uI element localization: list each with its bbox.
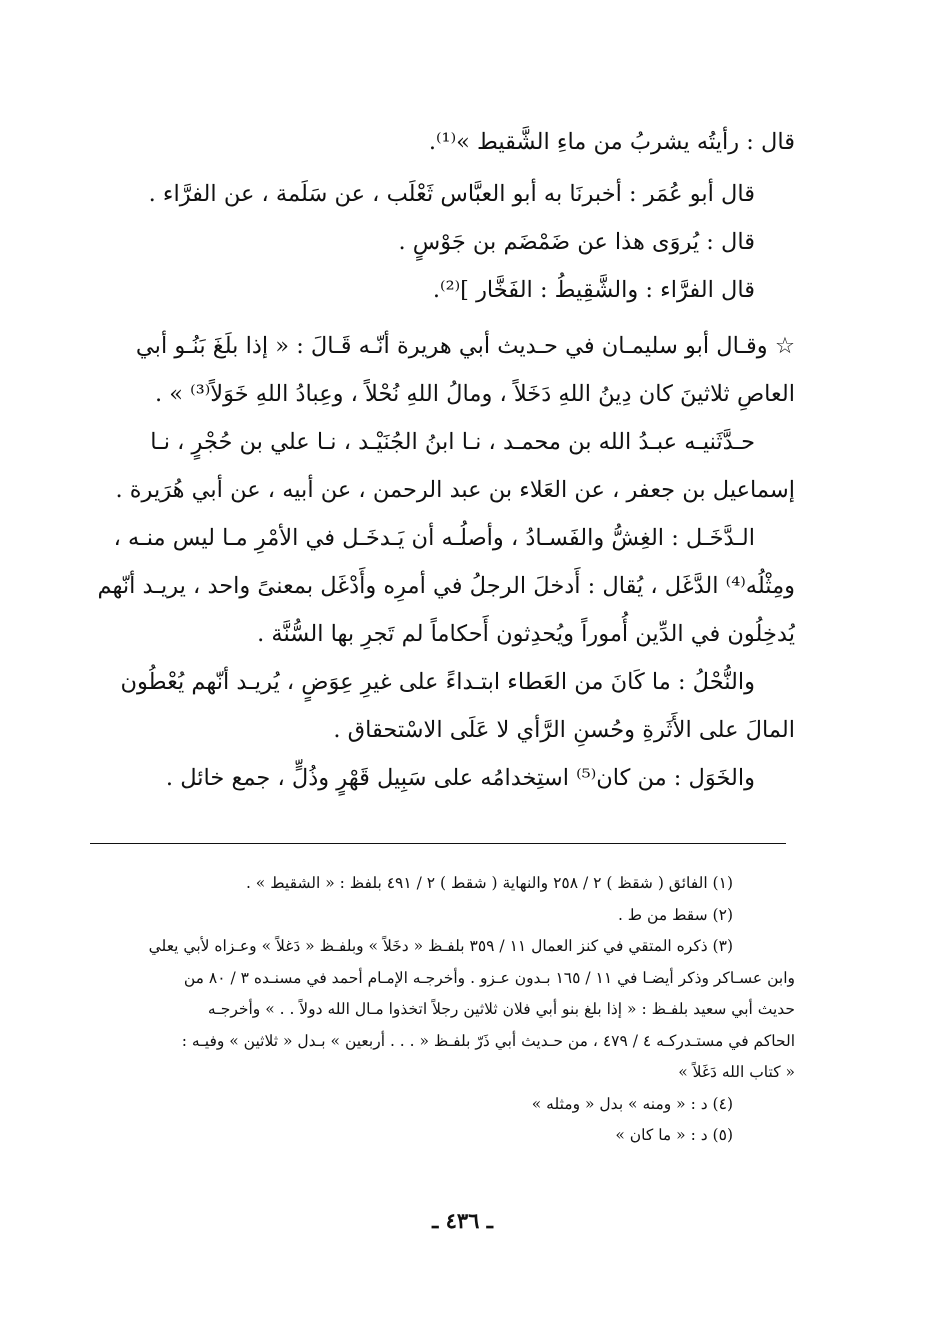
text-line: قال الفرَّاء : والشَّقِيطُ : الفَخَّار ]⁽²⁾. bbox=[432, 277, 755, 303]
text-line: قال : رأيتُه يشربُ من ماءِ الشَّقيط »⁽¹⁾. bbox=[428, 129, 795, 155]
text-line: ومِثْلُه⁽⁴⁾ الدَّغَل ، يُقال : أَدخلَ الرجلُ في أمرِه وأَدْغَل بمعنىً واحد ، يريـد أنّهم bbox=[97, 573, 795, 599]
text-line: المالَ على الأَثَرةِ وحُسنِ الرَّأي لا عَلَى الاسْتحقاق . bbox=[333, 717, 795, 743]
footnote-line: (١) الفائق ( شقظ ) ٢ / ٢٥٨ والنهاية ( شقط ) ٢ / ٤٩١ بلفظ : « الشقيط » . bbox=[245, 874, 733, 892]
text-line: والنُّحْلُ : ما كَانَ من العَطاء ابتـداءً على غيرِ عِوَضٍ ، يُريـد أنّهم يُعْطُون bbox=[120, 669, 755, 695]
text-line: قال : يُروَى هذا عن ضَمْضَم بن جَوْسٍ . bbox=[398, 229, 755, 255]
footnote-line: الحاكم في مستـدركـه ٤ / ٤٧٩ ، من حـديث أبي ذَرّ بلفـظ « . . . أربعين » بـدل « ثلاثين » وفيـه : bbox=[181, 1031, 795, 1050]
footnote-line: حديث أبي سعيد بلفـظ : « إذا بلغ بنو أبي فلان ثلاثين رجلاً اتخذوا مـال الله دولاً . . » وأخرجـه bbox=[207, 1000, 795, 1018]
text-line: قال أبو عُمَر : أخبرنَا به أبو العبَّاس ثَعْلَب ، عن سَلَمة ، عن الفرَّاء . bbox=[148, 181, 755, 207]
footnotes bbox=[90, 868, 795, 1152]
footnote-line: وابن عسـاكر وذكر أيضـا في ١١ / ١٦٥ بـدون عـزو . وأخرجـه الإمـام أحمد في مسنـده ٣ / ٨٠ من bbox=[183, 968, 795, 987]
footnote-line: (٤) د : « ومنه » بدل « ومثله » bbox=[531, 1094, 733, 1113]
footnote-line: (٥) د : « ما كان » bbox=[615, 1126, 733, 1144]
footnote-line: « كتاب الله دَغَلاً » bbox=[678, 1063, 795, 1081]
page-number: ـ ٤٣٦ ـ bbox=[432, 1208, 493, 1233]
text-line: الـدَّخَـل : الغِشُّ والفَسـادُ ، وأصلُـه أن يَـدخَـل في الأمْرِ مـا ليس منـه ، bbox=[113, 525, 755, 551]
footnote-separator bbox=[90, 843, 786, 844]
text-line: حـدَّثَنيـه عبـدُ الله بن محمـد ، نـا ابنُ الجُنَيْـد ، نـا علي بن حُجْرٍ ، نـا bbox=[150, 429, 755, 455]
text-line: يُدخِلُون في الدِّين أُموراً ويُحدِثون أَحكاماً لم تَجرِ بها السُّنَّة . bbox=[257, 621, 795, 647]
text-line: ☆ وقـال أبو سليمـان في حـديث أبي هريرة أنّـه قَـالَ : « إذا بلَغَ بَنُـو أبي bbox=[135, 333, 795, 359]
text-line: إسماعيل بن جعفر ، عن العَلاء بن عبد الرحمن ، عن أبيه ، عن أبي هُرَيرة . bbox=[115, 477, 795, 503]
text-line: والخَوَل : من كان⁽⁵⁾ استِخدامُه على سَبِيل قَهْرٍ وذُلٍّ ، جمع خائل . bbox=[165, 765, 755, 791]
footnote-line: (٢) سقط من ط . bbox=[617, 905, 733, 924]
main-text bbox=[90, 118, 795, 802]
text-line: العاصِ ثلاثينَ كان دِينُ اللهِ دَخَلاً ، ومالُ اللهِ نُحْلاً ، وعِبادُ اللهِ خَوَلاً⁽³⁾ » . bbox=[154, 381, 795, 407]
footnote-line: (٣) ذكره المتقي في كنز العمال ١١ / ٣٥٩ بلفـظ « دخَلاً » وبلفـظ « دَغلاً » وعـزاه لأبي يعلي bbox=[148, 937, 733, 955]
